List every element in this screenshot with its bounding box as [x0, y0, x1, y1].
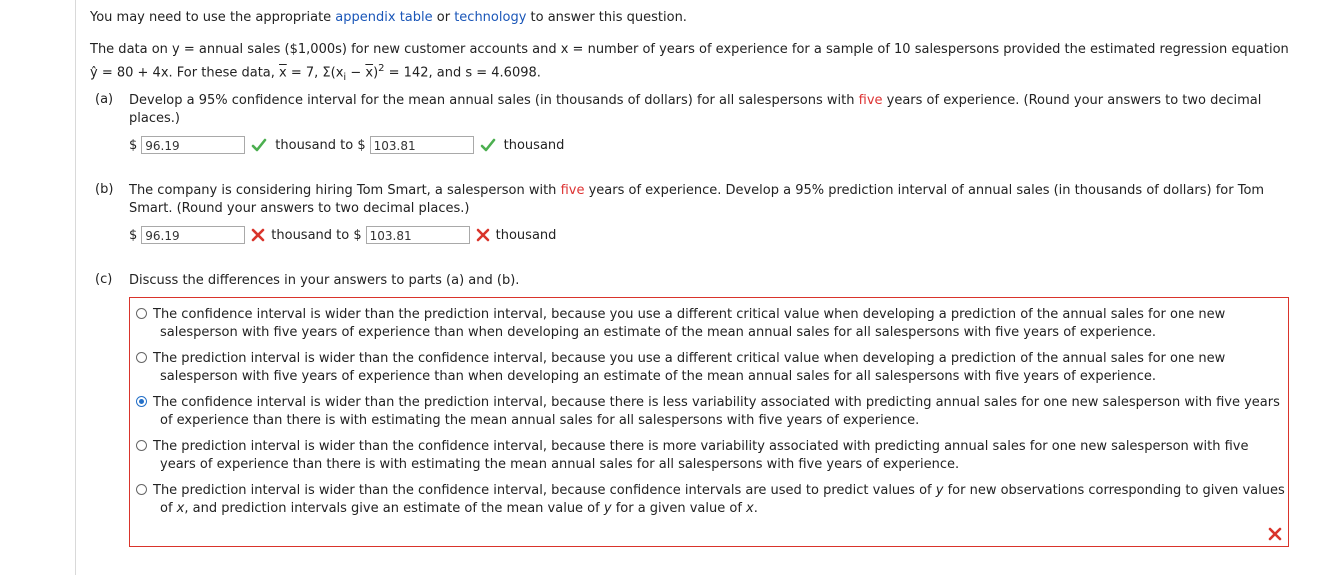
part-a-question: Develop a 95% confidence interval for the mean annual sales (in thousands of dollars) for all salespersons with five years of experience. (Round your answers to two decimal places.): [129, 93, 1262, 126]
cross-icon: [251, 228, 265, 242]
part-b-label: (b): [95, 182, 114, 197]
intro-text: You may need to use the appropriate appendix table or technology to answer this question.: [90, 10, 687, 25]
cross-icon: [1268, 527, 1282, 541]
part-b-question: The company is considering hiring Tom Smart, a salesperson with five years of experience. Develop a 95% prediction interval of annual sales (in thousands of dollars) for Tom Smart. (Round your answers to two decimal places.): [129, 183, 1265, 216]
problem-line-2: ŷ = 80 + 4x. For these data, $\overline{x} = 7$, $\Sigma(x_i - \overline{x})^2 = 142$, and s = 4.6098.: [90, 63, 541, 83]
part-c-options-box: The confidence interval is wider than the prediction interval, because you use a different critical value when developing a prediction of the annual sales for one new salesperson with five years of experience than when developing an estimate of the mean annual sales for all salespersons with five years of experience. The prediction interval is wider than the confidence interval, because you use a different critical value when developing a prediction of the annual sales for one new salesperson with five years of experience than when developing an estimate of the mean annual sales for all salespersons with five years of experience. The confidence interval is wider than the prediction interval, because there is less variability associated with predicting annual sales for one new salesperson with five years of experience than there is with estimating the mean annual sales for all salespersons with five years of experience. The prediction interval is wider than the confidence interval, because there is more variability associated with predicting annual sales for one new salesperson with five years of experience than there is with estimating the mean annual sales for all salespersons with five years of experience. The prediction interval is wider than the confidence interval, because confidence intervals are used to predict values of y for new observations corresponding to given values of x, and prediction intervals give an estimate of the mean value of y for a given value of x.: [129, 297, 1289, 547]
appendix-table-link[interactable]: appendix table: [335, 10, 433, 25]
part-c-label: (c): [95, 272, 113, 287]
part-b-upper-input[interactable]: 103.81: [366, 226, 470, 244]
checkmark-icon: [251, 137, 267, 153]
radio-button[interactable]: [136, 352, 147, 363]
part-a-lower-input[interactable]: 96.19: [141, 136, 245, 154]
radio-button[interactable]: [136, 440, 147, 451]
part-c-question: Discuss the differences in your answers to parts (a) and (b).: [129, 273, 520, 288]
part-a-answer-row: $ 96.19 thousand to $ 103.81 thousand: [129, 137, 565, 153]
problem-line-1: The data on y = annual sales ($1,000s) for new customer accounts and x = number of years of experience for a sample of 10 salespersons provided the estimated regression equation: [90, 42, 1289, 57]
part-a-label: (a): [95, 92, 114, 107]
checkmark-icon: [480, 137, 496, 153]
technology-link[interactable]: technology: [454, 10, 527, 25]
left-divider: [75, 0, 76, 575]
cross-icon: [476, 228, 490, 242]
part-a-upper-input[interactable]: 103.81: [370, 136, 474, 154]
part-b-answer-row: $ 96.19 thousand to $ 103.81 thousand: [129, 227, 557, 243]
radio-button[interactable]: [136, 484, 147, 495]
radio-button[interactable]: [136, 308, 147, 319]
radio-button-selected[interactable]: [136, 396, 147, 407]
problem-statement: [90, 40, 1300, 87]
part-b-lower-input[interactable]: 96.19: [141, 226, 245, 244]
